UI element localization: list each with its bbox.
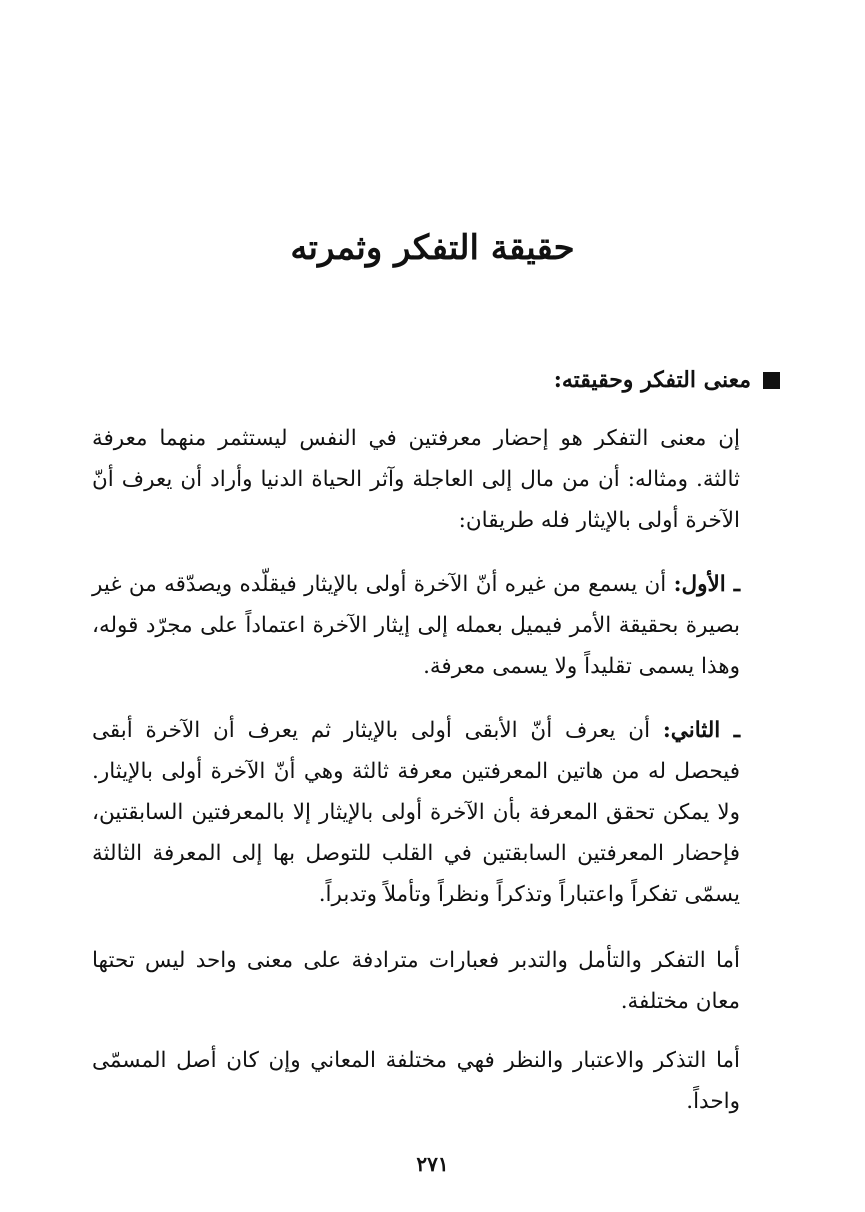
second-way-label: ـ الثاني: <box>662 718 741 743</box>
first-way-text: أن يسمع من غيره أنّ الآخرة أولى بالإيثار فيقلّده ويصدّقه من غير بصيرة بحقيقة الأمر فيميل بعمله إلى إيثار الآخرة اعتماداً على مجرّد قوله، وهذا يسمى تقليداً ولا يسمى معرفة. <box>92 572 740 679</box>
square-bullet-icon <box>763 372 780 389</box>
paragraph-synonyms: أما التفكر والتأمل والتدبر فعبارات مترادفة على معنى واحد ليس تحتها معان مختلفة. <box>92 948 740 1014</box>
second-way-text: أن يعرف أنّ الأبقى أولى بالإيثار ثم يعرف أن الآخرة أبقى فيحصل له من هاتين المعرفتين معرفة ثالثة وهي أنّ الآخرة أولى بالإيثار. ولا يمكن تحقق المعرفة بأن الآخرة أولى بالإيثار إلا بالمعرفتين السابقتين، فإحضار المعرفتين السابقتين في القلب للتوصل بها إلى المعرفة الثالثة يسمّى تفكراً واعتباراً وتذكراً ونظراً وتأملاً وتدبراً. <box>92 718 740 907</box>
paragraph-second-way <box>92 710 778 915</box>
paragraph-intro: إن معنى التفكر هو إحضار معرفتين في النفس ليستثمر منهما معرفة ثالثة. ومثاله: أن من مال إلى العاجلة وآثر الحياة الدنيا وأراد أن يعرف أنّ الآخرة أولى بالإيثار فله طريقان: <box>92 426 740 533</box>
page-title: حقيقة التفكر وثمرته <box>290 228 575 268</box>
section-heading <box>554 367 780 393</box>
page-number: ٢٧١ <box>416 1152 449 1176</box>
first-way-label: ـ الأول: <box>673 572 740 597</box>
section-heading-text: معنى التفكر وحقيقته: <box>553 367 751 393</box>
paragraph-first-way <box>92 564 778 687</box>
paragraph-different-meanings: أما التذكر والاعتبار والنظر فهي مختلفة المعاني وإن كان أصل المسمّى واحداً. <box>92 1048 740 1114</box>
